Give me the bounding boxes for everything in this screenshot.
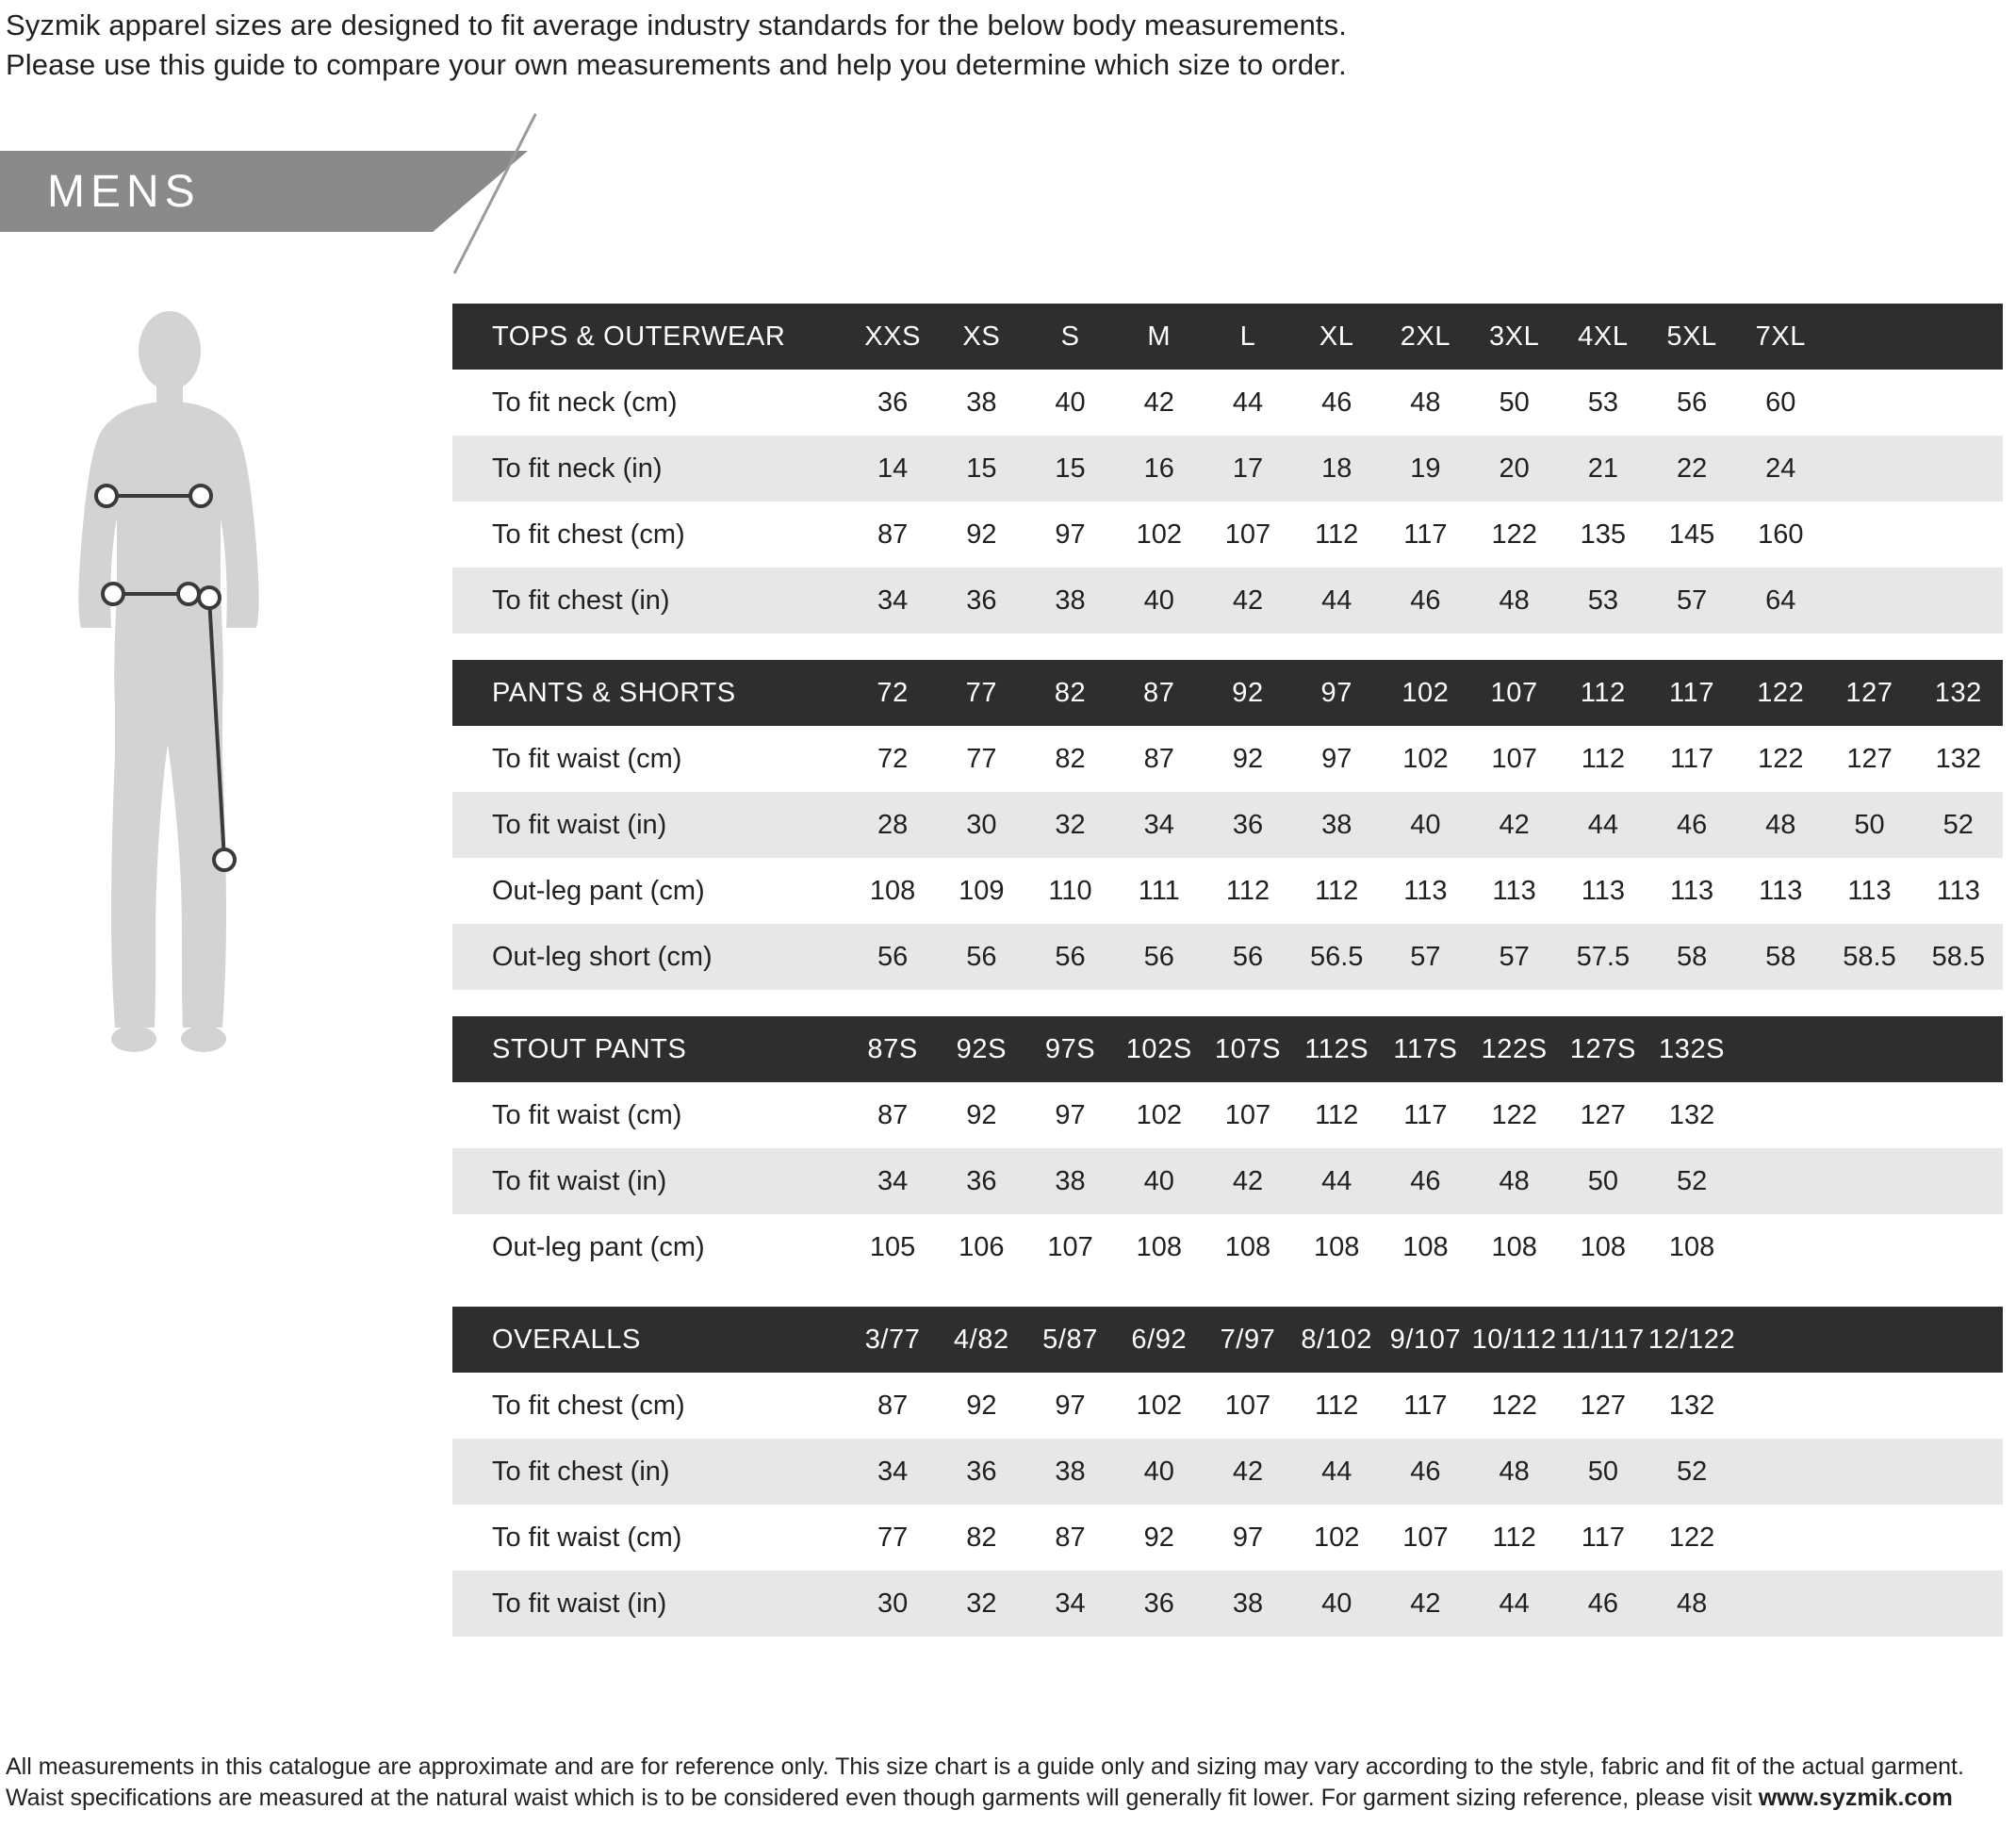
cell: 97: [1232, 1522, 1264, 1553]
cell: 113: [1581, 875, 1625, 906]
cell: 42: [1499, 809, 1530, 840]
cell-empty: [1825, 1148, 1913, 1214]
footer-text: All measurements in this catalogue are approximate and are for reference only. This size chart is a guide only and sizing may vary according to the style, fabric and fit of the actual garment. Waist specifications are measured at the natural waist which is to be considered even though garments will generally fit lower. For garment sizing reference, please visit: [6, 1753, 1964, 1811]
table-row: [452, 502, 2003, 568]
cell-empty: [1825, 1505, 1913, 1571]
cell: 30: [966, 809, 997, 840]
cell: 40: [1143, 584, 1174, 616]
cell: 46: [1410, 584, 1441, 616]
cell: 56: [1143, 941, 1174, 972]
column-header: 107: [1490, 677, 1538, 708]
cell: 44: [1499, 1588, 1530, 1619]
cell-empty: [1825, 1571, 1913, 1637]
cell: 34: [877, 1165, 909, 1196]
cell: 122: [1491, 1390, 1537, 1421]
cell: 92: [966, 518, 997, 550]
cell: 36: [877, 387, 909, 418]
cell: 108: [1580, 1231, 1627, 1262]
cell: 92: [1143, 1522, 1174, 1553]
cell: 132: [1935, 743, 1981, 774]
intro-line-2: Please use this guide to compare your own measurements and help you determine which size to order.: [6, 47, 1347, 81]
cell: 46: [1587, 1588, 1618, 1619]
column-header: 97: [1320, 677, 1352, 708]
cell: 15: [1055, 453, 1086, 484]
cell: 108: [1224, 1231, 1271, 1262]
column-header: M: [1147, 321, 1172, 352]
table-row: [452, 568, 2003, 634]
cell: 56: [877, 941, 909, 972]
row-label: To fit chest (cm): [492, 1390, 685, 1421]
cell-empty: [1914, 1082, 2003, 1148]
cell: 24: [1765, 453, 1796, 484]
table-title: TOPS & OUTERWEAR: [492, 321, 786, 352]
cell-empty: [1825, 1082, 1913, 1148]
cell: 135: [1580, 518, 1627, 550]
cell: 92: [1232, 743, 1264, 774]
column-header-empty: [1914, 1016, 2003, 1082]
cell-empty: [1914, 568, 2003, 634]
table-row: [452, 1082, 2003, 1148]
cell-empty: [1825, 436, 1913, 502]
cell: 46: [1676, 809, 1708, 840]
cell: 52: [1676, 1165, 1708, 1196]
column-header-empty: [1825, 304, 1913, 370]
cell: 108: [1136, 1231, 1182, 1262]
cell: 38: [1321, 809, 1352, 840]
cell: 97: [1055, 1099, 1086, 1130]
footer-website: www.syzmik.com: [1758, 1785, 1953, 1811]
cell: 107: [1224, 1099, 1271, 1130]
column-header: S: [1060, 321, 1080, 352]
cell-empty: [1914, 1214, 2003, 1280]
cell: 36: [966, 1165, 997, 1196]
table-title: PANTS & SHORTS: [492, 677, 736, 708]
column-header: XS: [962, 321, 1001, 352]
column-header: 122: [1757, 677, 1805, 708]
size-tables: [452, 304, 2003, 1663]
column-header: 112: [1580, 677, 1626, 708]
column-header: 3/77: [864, 1324, 921, 1355]
cell: 60: [1765, 387, 1796, 418]
column-header: 127: [1845, 677, 1893, 708]
column-header: 112S: [1304, 1033, 1369, 1064]
row-label: To fit waist (in): [492, 809, 667, 840]
cell-empty: [1825, 1214, 1913, 1280]
footer-disclaimer: [6, 1752, 2008, 1814]
cell: 57: [1410, 941, 1441, 972]
cell: 32: [966, 1588, 997, 1619]
cell-empty: [1914, 436, 2003, 502]
cell: 107: [1402, 1522, 1449, 1553]
column-header: 11/117: [1561, 1324, 1645, 1355]
column-header: 72: [877, 677, 909, 708]
table-header-row: [452, 1307, 2003, 1373]
table-row: [452, 1148, 2003, 1214]
cell-empty: [1825, 568, 1913, 634]
cell: 21: [1587, 453, 1618, 484]
cell: 56: [1232, 941, 1264, 972]
cell: 127: [1580, 1390, 1627, 1421]
cell-empty: [1825, 502, 1913, 568]
cell: 38: [1055, 584, 1086, 616]
column-header: 3XL: [1488, 321, 1540, 352]
cell: 48: [1499, 1456, 1530, 1487]
cell-empty: [1736, 1439, 1825, 1505]
cell: 117: [1669, 743, 1714, 774]
cell: 48: [1499, 584, 1530, 616]
cell: 64: [1765, 584, 1796, 616]
cell: 108: [1491, 1231, 1537, 1262]
row-label: To fit waist (cm): [492, 1099, 682, 1130]
cell-empty: [1914, 1505, 2003, 1571]
cell: 77: [966, 743, 997, 774]
cell: 57: [1676, 584, 1708, 616]
table-row: [452, 1373, 2003, 1439]
cell: 28: [877, 809, 909, 840]
cell: 42: [1232, 1165, 1264, 1196]
cell-empty: [1736, 1148, 1825, 1214]
cell: 72: [877, 743, 909, 774]
cell: 77: [877, 1522, 909, 1553]
cell: 111: [1138, 875, 1180, 906]
cell: 108: [1668, 1231, 1715, 1262]
column-header: 92: [1232, 677, 1264, 708]
cell: 127: [1846, 743, 1893, 774]
cell: 38: [966, 387, 997, 418]
column-header: 2XL: [1400, 321, 1451, 352]
column-header-empty: [1825, 1307, 1913, 1373]
cell: 112: [1315, 875, 1359, 906]
cell: 44: [1321, 1165, 1352, 1196]
table-stout-pants: [452, 1016, 2003, 1280]
column-header-empty: [1914, 304, 2003, 370]
column-header: 82: [1054, 677, 1087, 708]
cell: 107: [1047, 1231, 1093, 1262]
table-row: [452, 726, 2003, 792]
cell: 87: [877, 1099, 909, 1130]
cell: 107: [1224, 1390, 1271, 1421]
cell: 112: [1581, 743, 1625, 774]
cell: 22: [1676, 453, 1708, 484]
cell: 112: [1315, 1099, 1359, 1130]
cell: 122: [1758, 743, 1804, 774]
column-header: 5/87: [1042, 1324, 1098, 1355]
cell: 36: [1143, 1588, 1174, 1619]
row-label: To fit waist (cm): [492, 1522, 682, 1553]
cell: 18: [1321, 453, 1352, 484]
row-label: Out-leg pant (cm): [492, 1231, 705, 1262]
cell: 160: [1758, 518, 1804, 550]
cell: 102: [1402, 743, 1449, 774]
column-header: 122S: [1481, 1033, 1548, 1064]
cell: 36: [1232, 809, 1264, 840]
cell: 122: [1491, 518, 1537, 550]
cell: 57: [1499, 941, 1530, 972]
cell: 113: [1403, 875, 1448, 906]
cell: 34: [1055, 1588, 1086, 1619]
table-overalls: [452, 1307, 2003, 1637]
cell: 132: [1668, 1390, 1715, 1421]
cell: 87: [877, 518, 909, 550]
column-header: 87: [1143, 677, 1175, 708]
row-label: To fit waist (in): [492, 1165, 667, 1196]
cell: 112: [1315, 518, 1359, 550]
cell: 32: [1055, 809, 1086, 840]
cell-empty: [1825, 1373, 1913, 1439]
column-header: 97S: [1044, 1033, 1096, 1064]
cell: 113: [1759, 875, 1803, 906]
cell: 53: [1587, 584, 1618, 616]
table-tops-outerwear: [452, 304, 2003, 634]
cell: 107: [1224, 518, 1271, 550]
table-title: OVERALLS: [492, 1324, 641, 1355]
cell: 108: [1314, 1231, 1360, 1262]
column-header: 107S: [1214, 1033, 1282, 1064]
cell: 97: [1055, 518, 1086, 550]
cell: 14: [877, 453, 909, 484]
table-row: [452, 792, 2003, 858]
cell: 102: [1136, 518, 1182, 550]
column-header: XL: [1319, 321, 1354, 352]
cell: 57.5: [1576, 941, 1631, 972]
cell: 42: [1143, 387, 1174, 418]
cell: 87: [1143, 743, 1174, 774]
column-header: 9/107: [1389, 1324, 1462, 1355]
row-label: To fit chest (cm): [492, 518, 685, 550]
cell: 127: [1580, 1099, 1627, 1130]
column-header: 102: [1401, 677, 1450, 708]
column-header-empty: [1736, 1016, 1825, 1082]
cell: 44: [1321, 1456, 1352, 1487]
cell: 52: [1942, 809, 1974, 840]
table-row: [452, 370, 2003, 436]
cell: 132: [1668, 1099, 1715, 1130]
row-label: Out-leg short (cm): [492, 941, 713, 972]
cell: 38: [1232, 1588, 1264, 1619]
column-header-empty: [1914, 1307, 2003, 1373]
row-label: To fit neck (cm): [492, 387, 678, 418]
cell-empty: [1736, 1571, 1825, 1637]
column-header: 12/122: [1647, 1324, 1736, 1355]
cell-empty: [1736, 1505, 1825, 1571]
row-label: Out-leg pant (cm): [492, 875, 705, 906]
cell: 40: [1410, 809, 1441, 840]
cell: 82: [966, 1522, 997, 1553]
cell-empty: [1914, 1571, 2003, 1637]
mens-measurement-figure: [57, 311, 330, 1056]
column-header: 8/102: [1301, 1324, 1372, 1355]
cell: 113: [1492, 875, 1536, 906]
cell: 46: [1321, 387, 1352, 418]
cell-empty: [1914, 1373, 2003, 1439]
cell: 56: [1055, 941, 1086, 972]
column-header: 117: [1669, 677, 1715, 708]
column-header: 87S: [867, 1033, 918, 1064]
cell: 48: [1410, 387, 1441, 418]
cell: 42: [1410, 1588, 1441, 1619]
cell: 112: [1492, 1522, 1536, 1553]
cell: 44: [1232, 387, 1264, 418]
cell: 117: [1403, 1390, 1448, 1421]
cell: 108: [1402, 1231, 1449, 1262]
column-header: 7/97: [1220, 1324, 1276, 1355]
cell: 58.5: [1843, 941, 1896, 972]
cell: 50: [1587, 1165, 1618, 1196]
cell: 58.5: [1931, 941, 1986, 972]
cell: 97: [1321, 743, 1352, 774]
cell: 40: [1143, 1165, 1174, 1196]
column-header: 92S: [956, 1033, 1008, 1064]
cell: 40: [1143, 1456, 1174, 1487]
cell: 117: [1581, 1522, 1625, 1553]
table-row: [452, 924, 2003, 990]
table-row: [452, 436, 2003, 502]
cell-empty: [1736, 1082, 1825, 1148]
cell: 20: [1499, 453, 1530, 484]
cell: 52: [1676, 1456, 1708, 1487]
cell: 106: [959, 1231, 1005, 1262]
cell: 102: [1136, 1390, 1182, 1421]
column-header: 7XL: [1755, 321, 1806, 352]
column-header-empty: [1825, 1016, 1913, 1082]
cell-empty: [1914, 370, 2003, 436]
cell: 44: [1587, 809, 1618, 840]
cell: 117: [1403, 518, 1448, 550]
cell-empty: [1736, 1373, 1825, 1439]
cell: 17: [1232, 453, 1264, 484]
cell: 113: [1669, 875, 1714, 906]
cell: 113: [1936, 875, 1980, 906]
cell: 34: [1143, 809, 1174, 840]
row-label: To fit waist (in): [492, 1588, 667, 1619]
cell: 92: [966, 1390, 997, 1421]
column-header: 132: [1934, 677, 1982, 708]
cell: 42: [1232, 1456, 1264, 1487]
column-header: 77: [965, 677, 998, 708]
cell: 113: [1847, 875, 1892, 906]
cell: 42: [1232, 584, 1264, 616]
cell: 40: [1055, 387, 1086, 418]
cell: 87: [1055, 1522, 1086, 1553]
row-label: To fit neck (in): [492, 453, 663, 484]
cell: 36: [966, 584, 997, 616]
cell: 48: [1676, 1588, 1708, 1619]
column-header: 132S: [1659, 1033, 1726, 1064]
table-row: [452, 1439, 2003, 1505]
cell: 30: [877, 1588, 909, 1619]
table-header-row: [452, 660, 2003, 726]
intro-text: [6, 6, 1891, 84]
cell: 92: [966, 1099, 997, 1130]
cell: 40: [1321, 1588, 1352, 1619]
column-header: 4XL: [1578, 321, 1629, 352]
column-header: L: [1239, 321, 1256, 352]
cell: 34: [877, 584, 909, 616]
cell: 112: [1315, 1390, 1359, 1421]
cell: 97: [1055, 1390, 1086, 1421]
cell: 56: [966, 941, 997, 972]
cell: 110: [1048, 875, 1092, 906]
cell: 50: [1587, 1456, 1618, 1487]
cell: 38: [1055, 1165, 1086, 1196]
cell: 48: [1499, 1165, 1530, 1196]
cell: 50: [1854, 809, 1885, 840]
cell-empty: [1914, 1148, 2003, 1214]
cell: 102: [1314, 1522, 1360, 1553]
row-label: To fit chest (in): [492, 584, 670, 616]
column-header-empty: [1736, 1307, 1825, 1373]
cell: 16: [1143, 453, 1174, 484]
column-header: 102S: [1125, 1033, 1192, 1064]
column-header: 5XL: [1666, 321, 1717, 352]
cell: 117: [1403, 1099, 1448, 1130]
mens-banner-label: MENS: [47, 167, 201, 217]
column-header: 4/82: [953, 1324, 1009, 1355]
cell-empty: [1914, 1439, 2003, 1505]
column-header: 117S: [1393, 1033, 1458, 1064]
cell: 53: [1587, 387, 1618, 418]
cell: 56.5: [1309, 941, 1364, 972]
cell: 34: [877, 1456, 909, 1487]
cell: 58: [1765, 941, 1796, 972]
cell: 48: [1765, 809, 1796, 840]
cell: 58: [1676, 941, 1708, 972]
column-header: 127S: [1569, 1033, 1636, 1064]
column-header: 6/92: [1131, 1324, 1188, 1355]
table-row: [452, 1505, 2003, 1571]
cell: 109: [959, 875, 1005, 906]
cell: 102: [1136, 1099, 1182, 1130]
table-row: [452, 858, 2003, 924]
cell: 36: [966, 1456, 997, 1487]
cell: 108: [869, 875, 916, 906]
table-row: [452, 1214, 2003, 1280]
cell: 19: [1410, 453, 1441, 484]
cell: 105: [869, 1231, 916, 1262]
cell: 82: [1055, 743, 1086, 774]
cell: 145: [1668, 518, 1715, 550]
table-header-row: [452, 1016, 2003, 1082]
cell: 44: [1321, 584, 1352, 616]
cell-empty: [1825, 1439, 1913, 1505]
cell: 50: [1499, 387, 1530, 418]
table-row: [452, 1571, 2003, 1637]
cell: 87: [877, 1390, 909, 1421]
row-label: To fit waist (cm): [492, 743, 682, 774]
cell: 46: [1410, 1456, 1441, 1487]
cell: 56: [1676, 387, 1708, 418]
row-label: To fit chest (in): [492, 1456, 670, 1487]
intro-line-1: Syzmik apparel sizes are designed to fit average industry standards for the below body measurements.: [6, 8, 1347, 41]
cell: 107: [1491, 743, 1537, 774]
cell-empty: [1736, 1214, 1825, 1280]
column-header: XXS: [864, 321, 922, 352]
cell-empty: [1914, 502, 2003, 568]
cell: 15: [966, 453, 997, 484]
column-header: 10/112: [1471, 1324, 1557, 1355]
table-header-row: [452, 304, 2003, 370]
cell: 46: [1410, 1165, 1441, 1196]
cell: 112: [1225, 875, 1270, 906]
cell: 122: [1668, 1522, 1715, 1553]
cell: 122: [1491, 1099, 1537, 1130]
table-title: STOUT PANTS: [492, 1033, 687, 1064]
table-pants-shorts: [452, 660, 2003, 990]
cell-empty: [1825, 370, 1913, 436]
cell: 38: [1055, 1456, 1086, 1487]
